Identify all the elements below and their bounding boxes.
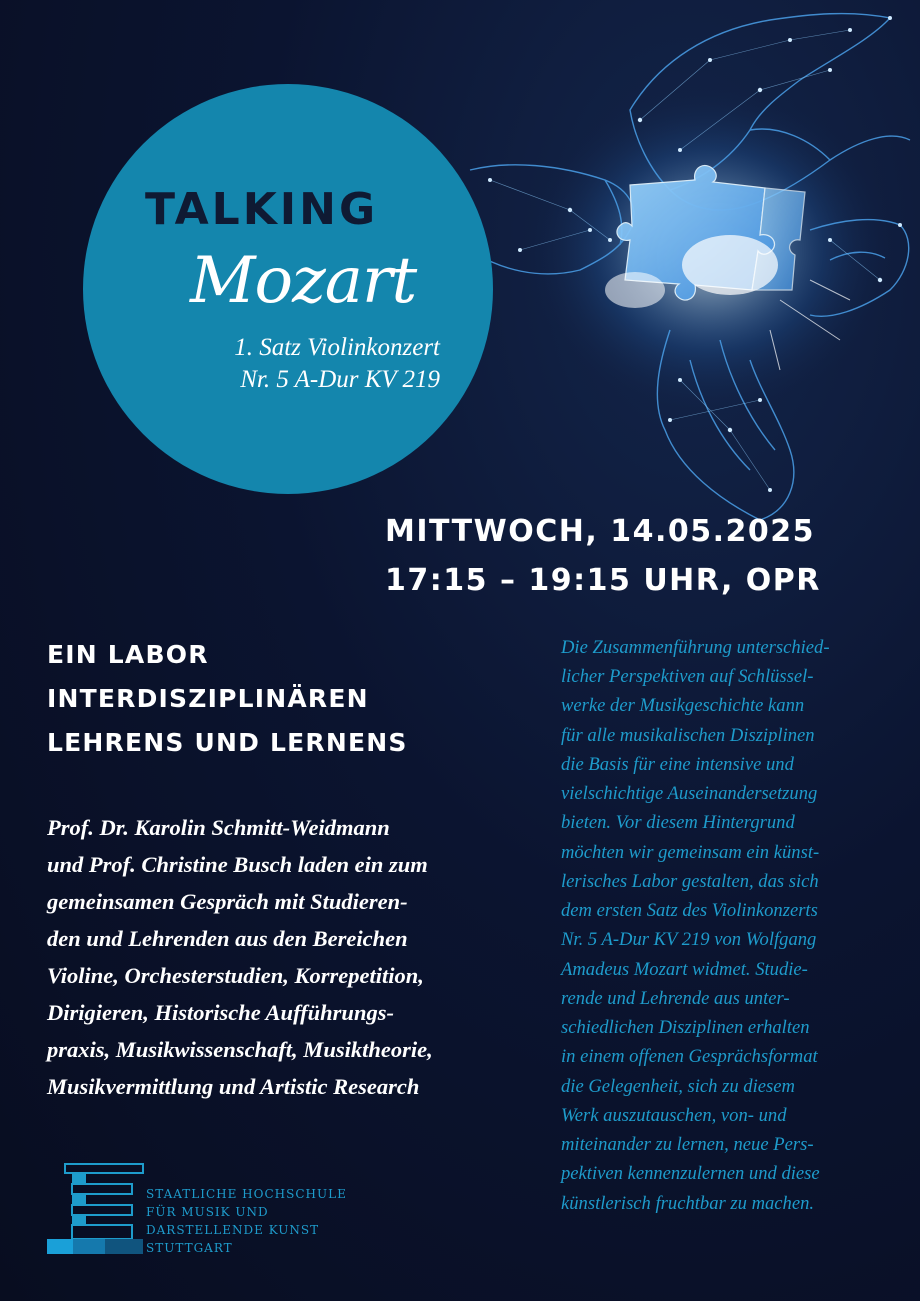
body-line: dem ersten Satz des Violinkonzerts [561, 900, 818, 921]
body-line: bieten. Vor diesem Hintergrund [561, 812, 795, 833]
section-heading-line: EIN LABOR [47, 640, 209, 669]
body-line: für alle musikalischen Disziplinen [561, 725, 815, 746]
lead-line: Violine, Orchesterstudien, Korrepetition, [47, 963, 424, 988]
body-line: miteinander zu lernen, neue Pers- [561, 1134, 814, 1155]
body-line: die Basis für eine intensive und [561, 754, 794, 775]
lead-line: gemeinsamen Gespräch mit Studieren- [47, 889, 408, 914]
body-line: in einem offenen Gesprächsformat [561, 1046, 818, 1067]
body-line: rende und Lehrende aus unter- [561, 988, 790, 1009]
institution-name-line: STUTTGART [146, 1241, 233, 1255]
body-line: schiedlichen Disziplinen erhalten [561, 1017, 810, 1038]
body-line: künstlerisch fruchtbar zu machen. [561, 1193, 815, 1214]
work-line: Nr. 5 A-Dur KV 219 [240, 366, 440, 393]
body-line: möchten wir gemeinsam ein künst- [561, 842, 820, 863]
institution-name-line: DARSTELLENDE KUNST [146, 1223, 320, 1237]
institution-name-line: STAATLICHE HOCHSCHULE [146, 1187, 347, 1201]
institution-logo-icon [45, 1162, 145, 1256]
lead-line: Prof. Dr. Karolin Schmitt-Weidmann [47, 815, 390, 840]
body-line: vielschichtige Auseinandersetzung [561, 783, 818, 804]
lead-line: praxis, Musikwissenschaft, Musiktheorie, [47, 1037, 433, 1062]
section-heading-line: INTERDISZIPLINÄREN [47, 684, 369, 713]
hero-title: Mozart [190, 244, 417, 318]
body-line: licher Perspektiven auf Schlüssel- [561, 666, 814, 687]
body-line: Werk auszutauschen, von- und [561, 1105, 787, 1126]
puzzle-hands-artwork [430, 0, 920, 540]
lead-line: Dirigieren, Historische Aufführungs- [47, 1000, 394, 1025]
lead-line: den und Lehrenden aus den Bereichen [47, 926, 408, 951]
body-line: Die Zusammenführung unterschied- [561, 637, 830, 658]
event-date: MITTWOCH, 14.05.2025 [385, 514, 815, 549]
body-line: pektiven kennenzulernen und diese [561, 1163, 820, 1184]
institution-name-line: FÜR MUSIK UND [146, 1205, 269, 1219]
lead-line: Musikvermittlung und Artistic Research [47, 1074, 420, 1099]
section-heading-line: LEHRENS UND LERNENS [47, 728, 408, 757]
lead-line: und Prof. Christine Busch laden ein zum [47, 852, 428, 877]
hero-kicker: TALKING [145, 184, 379, 235]
body-line: werke der Musikgeschichte kann [561, 695, 805, 716]
work-line: 1. Satz Violinkonzert [234, 334, 440, 361]
body-line: Amadeus Mozart widmet. Studie- [561, 959, 808, 980]
body-line: lerisches Labor gestalten, das sich [561, 871, 819, 892]
body-line: Nr. 5 A-Dur KV 219 von Wolfgang [561, 929, 817, 950]
body-line: die Gelegenheit, sich zu diesem [561, 1076, 795, 1097]
event-time: 17:15 – 19:15 UHR, OPR [385, 563, 821, 598]
